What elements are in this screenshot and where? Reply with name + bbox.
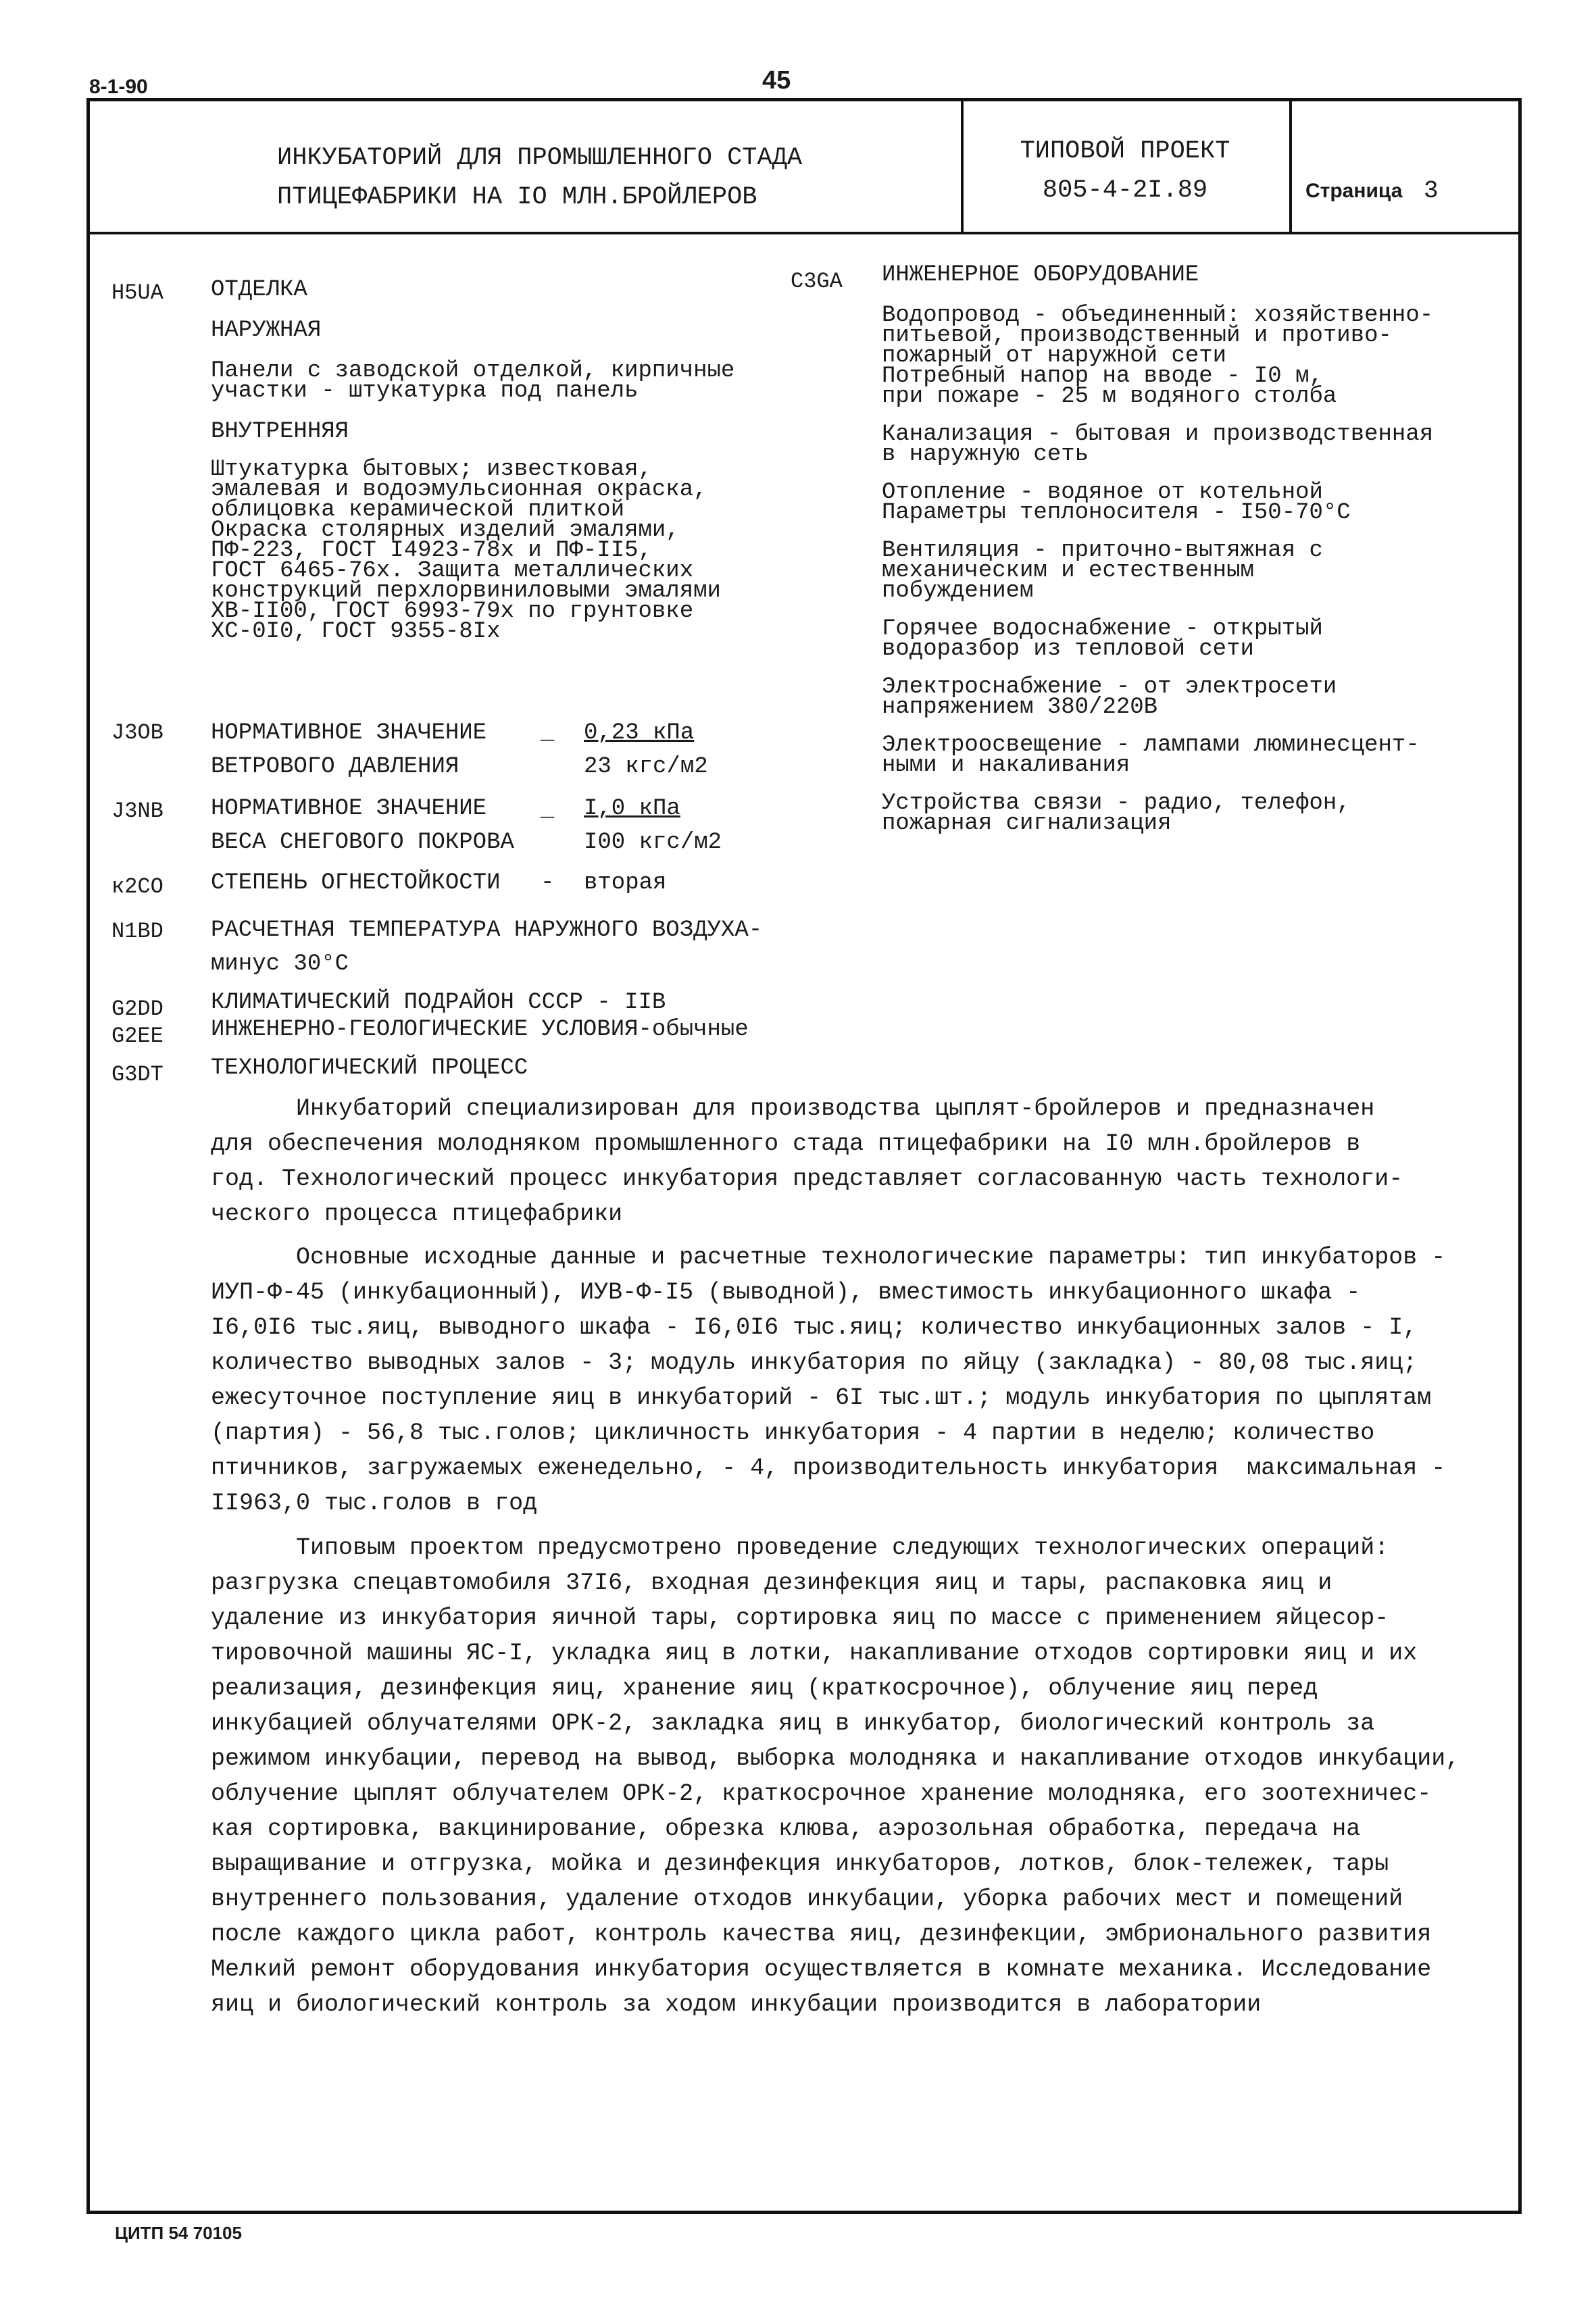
finish-outer-title: НАРУЖНАЯ bbox=[211, 318, 322, 343]
body-line: ежесуточное поступление яиц в инкубаторий - 6I тыс.шт.; модуль инкубатория по цыплятам bbox=[211, 1384, 1432, 1411]
body-line: Инкубаторий специализирован для производства цыплят-бройлеров и предназначен bbox=[211, 1095, 1375, 1122]
project-label: ТИПОВОЙ ПРОЕКТ bbox=[1020, 137, 1230, 166]
equipment-section bbox=[882, 262, 1434, 836]
code-fire: к2CO bbox=[111, 874, 164, 899]
snow-label bbox=[211, 792, 514, 859]
finish-inner-text bbox=[211, 457, 734, 645]
project-id bbox=[1014, 132, 1237, 210]
finish-inner-line: Окраска столярных изделий эмалями, bbox=[211, 518, 680, 543]
finish-inner-line: Штукатурка бытовых; известковая, bbox=[211, 457, 652, 482]
footer-stamp: ЦИТП 54 70105 bbox=[115, 2223, 242, 2243]
finish-inner-line: ХС-0I0, ГОСТ 9355-8Iх bbox=[211, 619, 501, 645]
equipment-sewer bbox=[882, 422, 1434, 468]
sheet-page-label: Страница bbox=[1305, 180, 1403, 202]
finish-outer-text bbox=[211, 358, 734, 404]
body-line: тировочной машины ЯС-I, укладка яиц в лотки, накапливание отходов сортировки яиц и их bbox=[211, 1640, 1418, 1667]
body-line: количество выводных залов - 3; модуль инкубатория по яйцу (закладка) - 80,08 тыс.яиц; bbox=[211, 1349, 1418, 1376]
body-line: Мелкий ремонт оборудования инкубатория осуществляется в комнате механика. Исследование bbox=[211, 1956, 1432, 1983]
code-process: G3DT bbox=[111, 1062, 164, 1087]
code-snow: J3NB bbox=[111, 799, 164, 824]
geo-text: ИНЖЕНЕРНО-ГЕОЛОГИЧЕСКИЕ УСЛОВИЯ-обычные bbox=[211, 1017, 749, 1042]
finish-inner-line: конструкций перхлорвиниловыми эмалями bbox=[211, 578, 721, 604]
body-line: птичников, загружаемых еженедельно, - 4, производительность инкубатория максимальная - bbox=[211, 1455, 1446, 1482]
body-line: внутреннего пользования, удаление отходов инкубации, уборка рабочих мест и помещений bbox=[211, 1886, 1403, 1913]
body-line: режимом инкубации, перевод на вывод, выборка молодняка и накапливание отходов инкубации, bbox=[211, 1745, 1460, 1772]
finish-inner-line: облицовка керамической плиткой bbox=[211, 497, 625, 523]
body-paragraph-3 bbox=[211, 1530, 1460, 2022]
header-divider-2 bbox=[1289, 98, 1292, 233]
snow-value-kgs: I00 кгс/м2 bbox=[584, 830, 722, 855]
body-paragraph-2 bbox=[211, 1240, 1445, 1521]
wind-values bbox=[584, 716, 708, 784]
process-title: ТЕХНОЛОГИЧЕСКИЙ ПРОЦЕСС bbox=[211, 1055, 528, 1081]
temp-section bbox=[211, 913, 762, 981]
snow-value-kpa: I,0 кПа bbox=[584, 796, 680, 822]
equipment-power bbox=[882, 674, 1433, 720]
finish-outer-line: Панели с заводской отделкой, кирпичные bbox=[211, 358, 735, 384]
finish-inner-line: эмалевая и водоэмульсионная окраска, bbox=[211, 477, 707, 503]
body-line: удаление из инкубатория яичной тары, сортировка яиц по массе с применением яйцесор- bbox=[211, 1605, 1389, 1632]
wind-value-kpa: 0,23 кПа bbox=[584, 720, 695, 746]
finish-inner-line: ГОСТ 6465-76х. Защита металлических bbox=[211, 558, 694, 584]
body-line: яиц и биологический контроль за ходом инкубации производится в лаборатории bbox=[211, 1991, 1262, 2018]
fire-value: вторая bbox=[584, 870, 667, 896]
equipment-line: при пожаре - 25 м водяного столба bbox=[882, 384, 1337, 409]
header-bottom-rule bbox=[86, 232, 1522, 234]
wind-label-line2: ВЕТРОВОГО ДАВЛЕНИЯ bbox=[211, 754, 459, 780]
sheet-page bbox=[1305, 177, 1439, 205]
body-line: разгрузка спецавтомобиля 37I6, входная дезинфекция яиц и тары, распаковка яиц и bbox=[211, 1569, 1332, 1596]
header-title-line1: ИНКУБАТОРИЙ ДЛЯ ПРОМЫШЛЕННОГО СТАДА bbox=[277, 144, 803, 172]
equipment-line: Электроснабжение - от электросети bbox=[882, 674, 1337, 700]
equipment-comm bbox=[882, 790, 1433, 836]
equipment-line: пожарный от наружной сети bbox=[882, 343, 1227, 369]
doc-code: 8-1-90 bbox=[89, 76, 148, 98]
body-line: ИУП-Ф-45 (инкубационный), ИУВ-Ф-I5 (выводной), вместимость инкубационного шкафа - bbox=[211, 1279, 1361, 1306]
finish-outer-line: участки - штукатурка под панель bbox=[211, 378, 639, 404]
finish-title: ОТДЕЛКА bbox=[211, 277, 307, 303]
header-title-line2: ПТИЦЕФАБРИКИ НА IO МЛН.БРОЙЛЕРОВ bbox=[277, 183, 757, 211]
finish-inner-title: ВНУТРЕННЯЯ bbox=[211, 419, 349, 445]
body-line: год. Технологический процесс инкубатория представляет согласованную часть технологи- bbox=[211, 1165, 1403, 1192]
code-climate: G2DD bbox=[111, 997, 164, 1022]
equipment-line: Электроосвещение - лампами люминесцент- bbox=[882, 732, 1420, 758]
body-line: Основные исходные данные и расчетные технологические параметры: тип инкубаторов - bbox=[211, 1244, 1446, 1271]
project-number: 805-4-2I.89 bbox=[1042, 176, 1208, 205]
equipment-line: Отопление - водяное от котельной bbox=[882, 480, 1323, 505]
snow-label-line1: НОРМАТИВНОЕ ЗНАЧЕНИЕ bbox=[211, 796, 487, 822]
temp-value: минус 30°С bbox=[211, 951, 349, 977]
body-line: (партия) - 56,8 тыс.голов; цикличность инкубатория - 4 партии в неделю; количество bbox=[211, 1419, 1375, 1447]
equipment-water bbox=[882, 305, 1433, 407]
finish-inner-line: ПФ-223, ГОСТ I4923-78х и ПФ-II5, bbox=[211, 538, 652, 563]
equipment-line: Потребный напор на вводе - I0 м, bbox=[882, 363, 1323, 389]
equipment-hotwater bbox=[882, 616, 1433, 662]
equipment-line: побуждением bbox=[882, 578, 1034, 604]
wind-dash: _ bbox=[541, 720, 555, 746]
equipment-line: Вентиляция - приточно-вытяжная с bbox=[882, 538, 1323, 563]
equipment-line: механическим и естественным bbox=[882, 558, 1254, 584]
body-line: для обеспечения молодняком промышленного стада птицефабрики на I0 млн.бройлеров в bbox=[211, 1130, 1361, 1157]
page-number: 45 bbox=[762, 66, 791, 95]
equipment-line: в наружную сеть bbox=[882, 442, 1089, 468]
body-line: I6,0I6 тыс.яиц, выводного шкафа - I6,0I6 тыс.яиц; количество инкубационных залов - I, bbox=[211, 1314, 1418, 1341]
snow-dash: _ bbox=[541, 797, 555, 823]
equipment-line: Устройства связи - радио, телефон, bbox=[882, 790, 1351, 816]
equipment-line: Горячее водоснабжение - открытый bbox=[882, 616, 1323, 642]
header-title bbox=[277, 139, 802, 217]
finish-section bbox=[211, 277, 735, 645]
equipment-heating bbox=[882, 480, 1433, 526]
equipment-line: пожарная сигнализация bbox=[882, 811, 1172, 836]
equipment-vent bbox=[882, 538, 1433, 604]
code-temp: N1BD bbox=[111, 919, 164, 944]
wind-value-kgs: 23 кгс/м2 bbox=[584, 754, 708, 780]
body-line: выращивание и отгрузка, мойка и дезинфекция инкубаторов, лотков, блок-тележек, тары bbox=[211, 1851, 1389, 1878]
equipment-title: ИНЖЕНЕРНОЕ ОБОРУДОВАНИЕ bbox=[882, 262, 1199, 288]
finish-inner-line: ХВ-II00, ГОСТ 6993-79х по грунтовке bbox=[211, 599, 694, 624]
code-geo: G2EE bbox=[111, 1024, 164, 1049]
equipment-line: Канализация - бытовая и производственная bbox=[882, 422, 1434, 447]
body-line: инкубацией облучателями ОРК-2, закладка яиц в инкубатор, биологический контроль за bbox=[211, 1710, 1375, 1737]
equipment-line: напряжением 380/220В bbox=[882, 695, 1158, 720]
body-line: кая сортировка, вакцинирование, обрезка клюва, аэрозольная обработка, передача на bbox=[211, 1815, 1361, 1842]
climate-text: КЛИМАТИЧЕСКИЙ ПОДРАЙОН СССР - IIВ bbox=[211, 990, 666, 1015]
body-line: ческого процесса птицефабрики bbox=[211, 1201, 623, 1228]
body-line: после каждого цикла работ, контроль качества яиц, дезинфекции, эмбрионального развития bbox=[211, 1921, 1432, 1948]
body-line: реализация, дезинфекция яиц, хранение яиц (краткосрочное), облучение яиц перед bbox=[211, 1675, 1318, 1702]
snow-values bbox=[584, 792, 722, 859]
equipment-line: ными и накаливания bbox=[882, 753, 1130, 778]
header-divider-1 bbox=[961, 98, 964, 233]
wind-label bbox=[211, 716, 487, 784]
body-paragraph-1 bbox=[211, 1091, 1403, 1232]
code-finish: H5UA bbox=[111, 280, 164, 305]
fire-dash: - bbox=[541, 870, 555, 896]
fire-label: СТЕПЕНЬ ОГНЕСТОЙКОСТИ bbox=[211, 870, 501, 896]
snow-label-line2: ВЕСА СНЕГОВОГО ПОКРОВА bbox=[211, 830, 514, 855]
body-line: Типовым проектом предусмотрено проведение следующих технологических операций: bbox=[211, 1534, 1389, 1561]
body-line: облучение цыплят облучателем ОРК-2, краткосрочное хранение молодняка, его зоотехничес- bbox=[211, 1780, 1432, 1807]
code-equipment: C3GA bbox=[791, 269, 843, 294]
equipment-line: Параметры теплоносителя - I50-70°С bbox=[882, 500, 1351, 526]
sheet-page-value: 3 bbox=[1424, 177, 1439, 205]
equipment-lighting bbox=[882, 732, 1433, 778]
wind-label-line1: НОРМАТИВНОЕ ЗНАЧЕНИЕ bbox=[211, 720, 487, 746]
equipment-line: питьевой, производственный и противо- bbox=[882, 323, 1392, 349]
code-wind: J3OB bbox=[111, 720, 164, 745]
body-line: II963,0 тыс.голов в год bbox=[211, 1490, 538, 1517]
temp-label: РАСЧЕТНАЯ ТЕМПЕРАТУРА НАРУЖНОГО ВОЗДУХА- bbox=[211, 917, 763, 943]
equipment-line: Водопровод - объединенный: хозяйственно- bbox=[882, 303, 1434, 328]
equipment-line: водоразбор из тепловой сети bbox=[882, 636, 1254, 662]
